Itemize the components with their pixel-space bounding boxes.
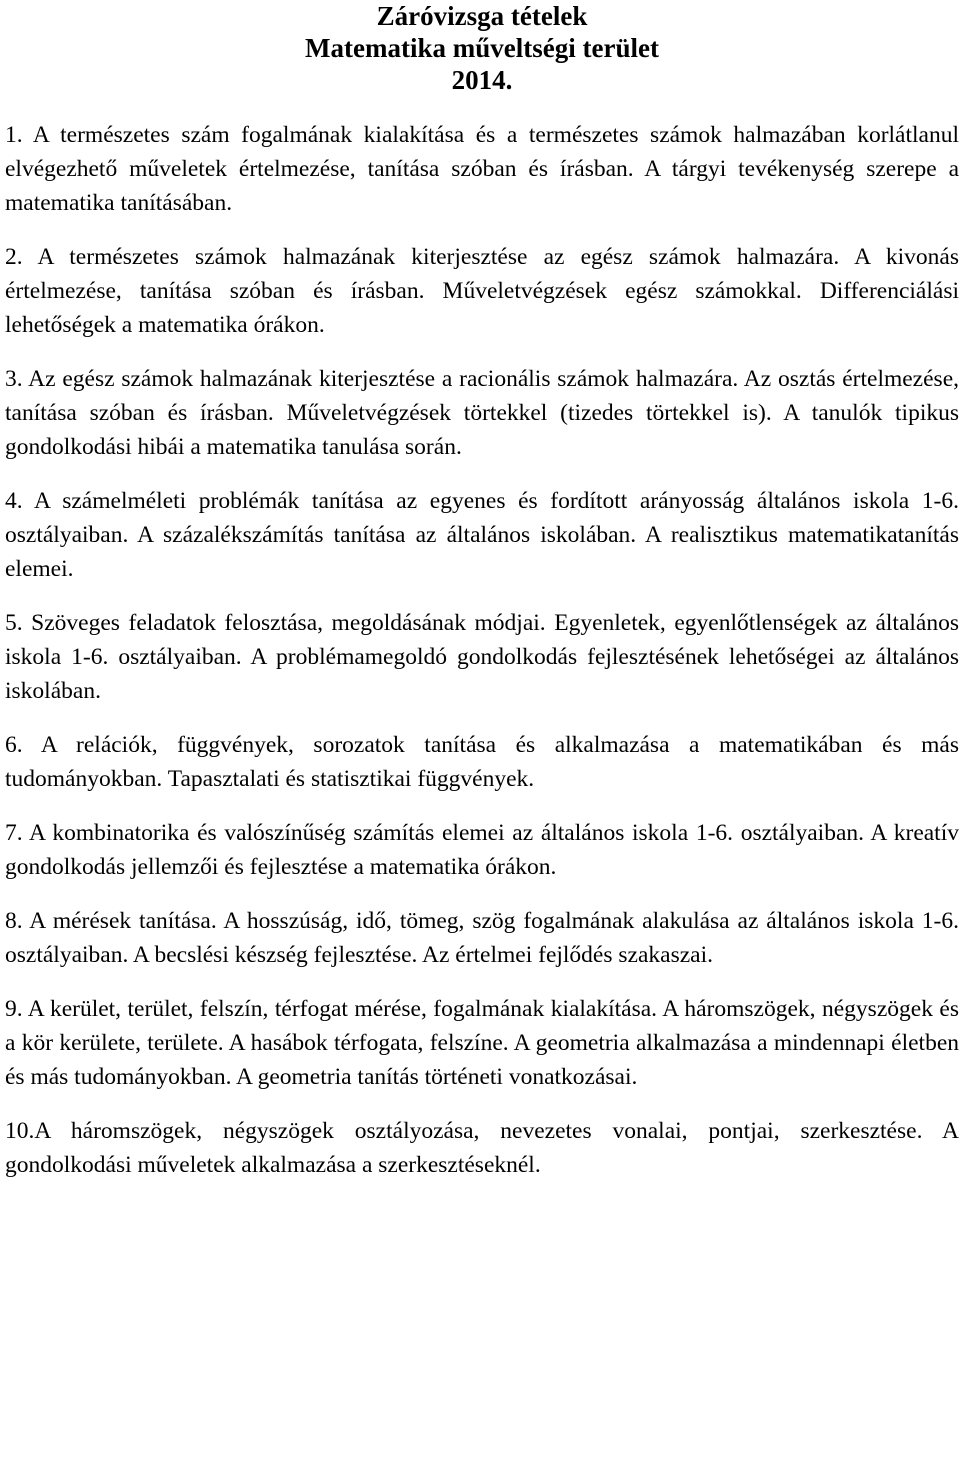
topic-list xyxy=(5,118,959,1182)
topic-item-7: 7. A kombinatorika és valószínűség számítás elemei az általános iskola 1-6. osztályaiban. A kreatív gondolkodás jellemzői és fejlesztése a matematika órákon. xyxy=(5,820,959,880)
document-title: Záróvizsga tételek xyxy=(376,1,588,31)
topic-item-5: 5. Szöveges feladatok felosztása, megoldásának módjai. Egyenletek, egyenlőtlenségek az általános iskola 1-6. osztályaiban. A problémamegoldó gondolkodás fejlesztésének lehetőségei az általános iskolában. xyxy=(5,610,959,704)
document-page xyxy=(5,0,959,1202)
topic-item-2: 2. A természetes számok halmazának kiterjesztése az egész számok halmazára. A kivonás értelmezése, tanítása szóban és írásban. Műveletvégzések egész számokkal. Differenciálási lehetőségek a matematika órákon. xyxy=(5,244,959,338)
topic-item-4: 4. A számelméleti problémák tanítása az egyenes és fordított arányosság általános iskola 1-6. osztályaiban. A százalékszámítás tanítása az általános iskolában. A realisztikus matematikatanítás elemei. xyxy=(5,488,959,582)
document-subtitle: Matematika műveltségi terület xyxy=(305,33,659,63)
document-header xyxy=(5,0,959,96)
document-year: 2014. xyxy=(451,65,513,95)
topic-item-6: 6. A relációk, függvények, sorozatok tanítása és alkalmazása a matematikában és más tudományokban. Tapasztalati és statisztikai függvények. xyxy=(5,732,959,792)
topic-item-9: 9. A kerület, terület, felszín, térfogat mérése, fogalmának kialakítása. A háromszögek, négyszögek és a kör kerülete, területe. A hasábok térfogata, felszíne. A geometria alkalmazása a mindennapi életben és más tudományokban. A geometria tanítás történeti vonatkozásai. xyxy=(5,996,959,1090)
topic-item-3: 3. Az egész számok halmazának kiterjesztése a racionális számok halmazára. Az osztás értelmezése, tanítása szóban és írásban. Műveletvégzések törtekkel (tizedes törtekkel is). A tanulók tipikus gondolkodási hibái a matematika tanulása során. xyxy=(5,366,959,460)
topic-item-1: 1. A természetes szám fogalmának kialakítása és a természetes számok halmazában korlátlanul elvégezhető műveletek értelmezése, tanítása szóban és írásban. A tárgyi tevékenység szerepe a matematika tanításában. xyxy=(5,122,959,216)
topic-item-8: 8. A mérések tanítása. A hosszúság, idő, tömeg, szög fogalmának alakulása az általános iskola 1-6. osztályaiban. A becslési készség fejlesztése. Az értelmei fejlődés szakaszai. xyxy=(5,908,959,968)
topic-item-10: 10.A háromszögek, négyszögek osztályozása, nevezetes vonalai, pontjai, szerkesztése. A gondolkodási műveletek alkalmazása a szerkesztéseknél. xyxy=(5,1118,959,1178)
